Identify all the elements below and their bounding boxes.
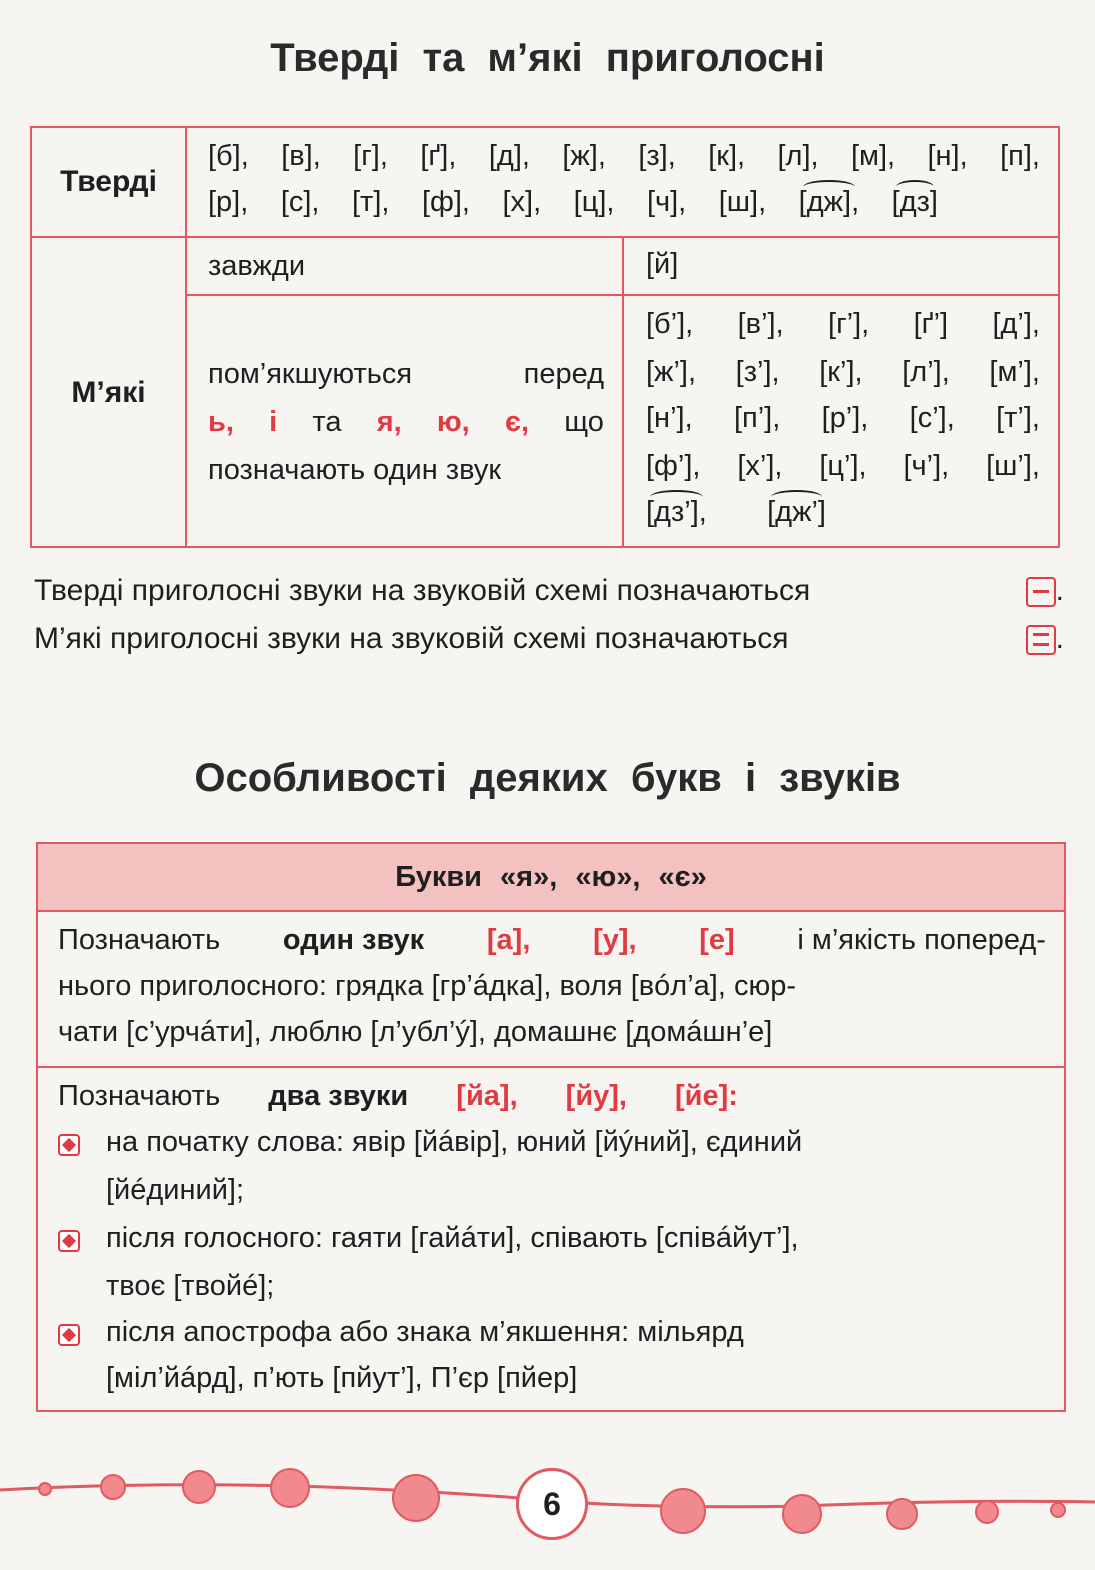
bullet-2-line-2: твоє [твойé]; xyxy=(106,1270,275,1302)
soft-consonants-row-1: [б’], [в’], [г’], [ґ’] [д’], xyxy=(646,308,1040,340)
footer-dot xyxy=(392,1474,440,1522)
letters-table-header: Букви «я», «ю», «є» xyxy=(38,844,1064,912)
bullet-1-line-1: на початку слова: явір [йáвір], юний [йýний], єдиний xyxy=(106,1126,803,1158)
hard-label: Тверді xyxy=(60,165,157,198)
soften-letters-line: ь, і та я, ю, є, що xyxy=(208,406,604,438)
footer-dot xyxy=(100,1474,126,1500)
section-title-features: Особливості деяких букв і звуків xyxy=(194,756,901,800)
hard-note: Тверді приголосні звуки на звуковій схемі позначаються . xyxy=(34,574,1064,607)
bullet-3-line-1: після апострофа або знака м’якшення: мільярд xyxy=(106,1316,744,1348)
footer-dot xyxy=(660,1488,706,1534)
soften-line-3: позначають один звук xyxy=(208,454,502,486)
section-title-consonants: Тверді та м’які приголосні xyxy=(270,36,825,80)
page-number: 6 xyxy=(516,1468,588,1540)
soft-consonants-row-4: [ф’], [х’], [ц’], [ч’], [ш’], xyxy=(646,450,1040,482)
bullet-icon xyxy=(58,1134,80,1156)
footer-dot xyxy=(1050,1502,1066,1518)
letters-table xyxy=(36,842,1066,1412)
footer-dot xyxy=(270,1468,310,1508)
bullet-2-line-1: після голосного: гаяти [гайáти], співають [співáйут’], xyxy=(106,1222,799,1254)
hard-consonants-row-1: [б], [в], [г], [ґ], [д], [ж], [з], [к], [л], [м], [н], [п], xyxy=(208,140,1040,172)
soft-consonants-row-5: [дз’], [дж’] xyxy=(646,496,826,528)
footer-dot xyxy=(782,1494,822,1534)
soft-consonants-row-3: [н’], [п’], [р’], [с’], [т’], xyxy=(646,402,1040,434)
bullet-1-line-2: [йéдиний]; xyxy=(106,1174,245,1206)
footer-dot xyxy=(38,1482,52,1496)
soft-consonants-row-2: [ж’], [з’], [к’], [л’], [м’], xyxy=(646,356,1040,388)
footer-dot xyxy=(886,1498,918,1530)
soft-label: М’які xyxy=(71,376,146,409)
bullet-icon xyxy=(58,1324,80,1346)
soft-scheme-icon xyxy=(1026,625,1056,655)
two-sounds-intro: Позначають два звуки [йа], [йу], [йе]: xyxy=(58,1080,738,1112)
soft-note: М’які приголосні звуки на звуковій схемі позначаються . xyxy=(34,622,1064,655)
bullet-3-line-2: [мiл’йáрд], п’ють [пйут’], П’єр [пйер] xyxy=(106,1362,578,1394)
hard-scheme-icon xyxy=(1026,577,1056,607)
footer-dot xyxy=(182,1470,216,1504)
hard-consonants-row-2: [р], [с], [т], [ф], [х], [ц], [ч], [ш], [дж], [дз] xyxy=(208,186,938,218)
always-soft-label: завжди xyxy=(208,250,306,282)
soften-line-1: пом’якшуються перед xyxy=(208,358,604,390)
bullet-icon xyxy=(58,1230,80,1252)
consonants-table xyxy=(30,126,1060,548)
one-sound-line-1: Позначають один звук [а], [у], [е] і м’якість поперед- xyxy=(58,924,1046,956)
one-sound-line-3: чати [с’урчáти], люблю [л’убл’ý], домашнє [домáшн’е] xyxy=(58,1016,773,1048)
one-sound-line-2: нього приголосного: грядка [гр’áдка], воля [вóл’а], сюр- xyxy=(58,970,796,1002)
footer-dot xyxy=(975,1500,999,1524)
always-soft-sound: [й] xyxy=(646,248,679,280)
